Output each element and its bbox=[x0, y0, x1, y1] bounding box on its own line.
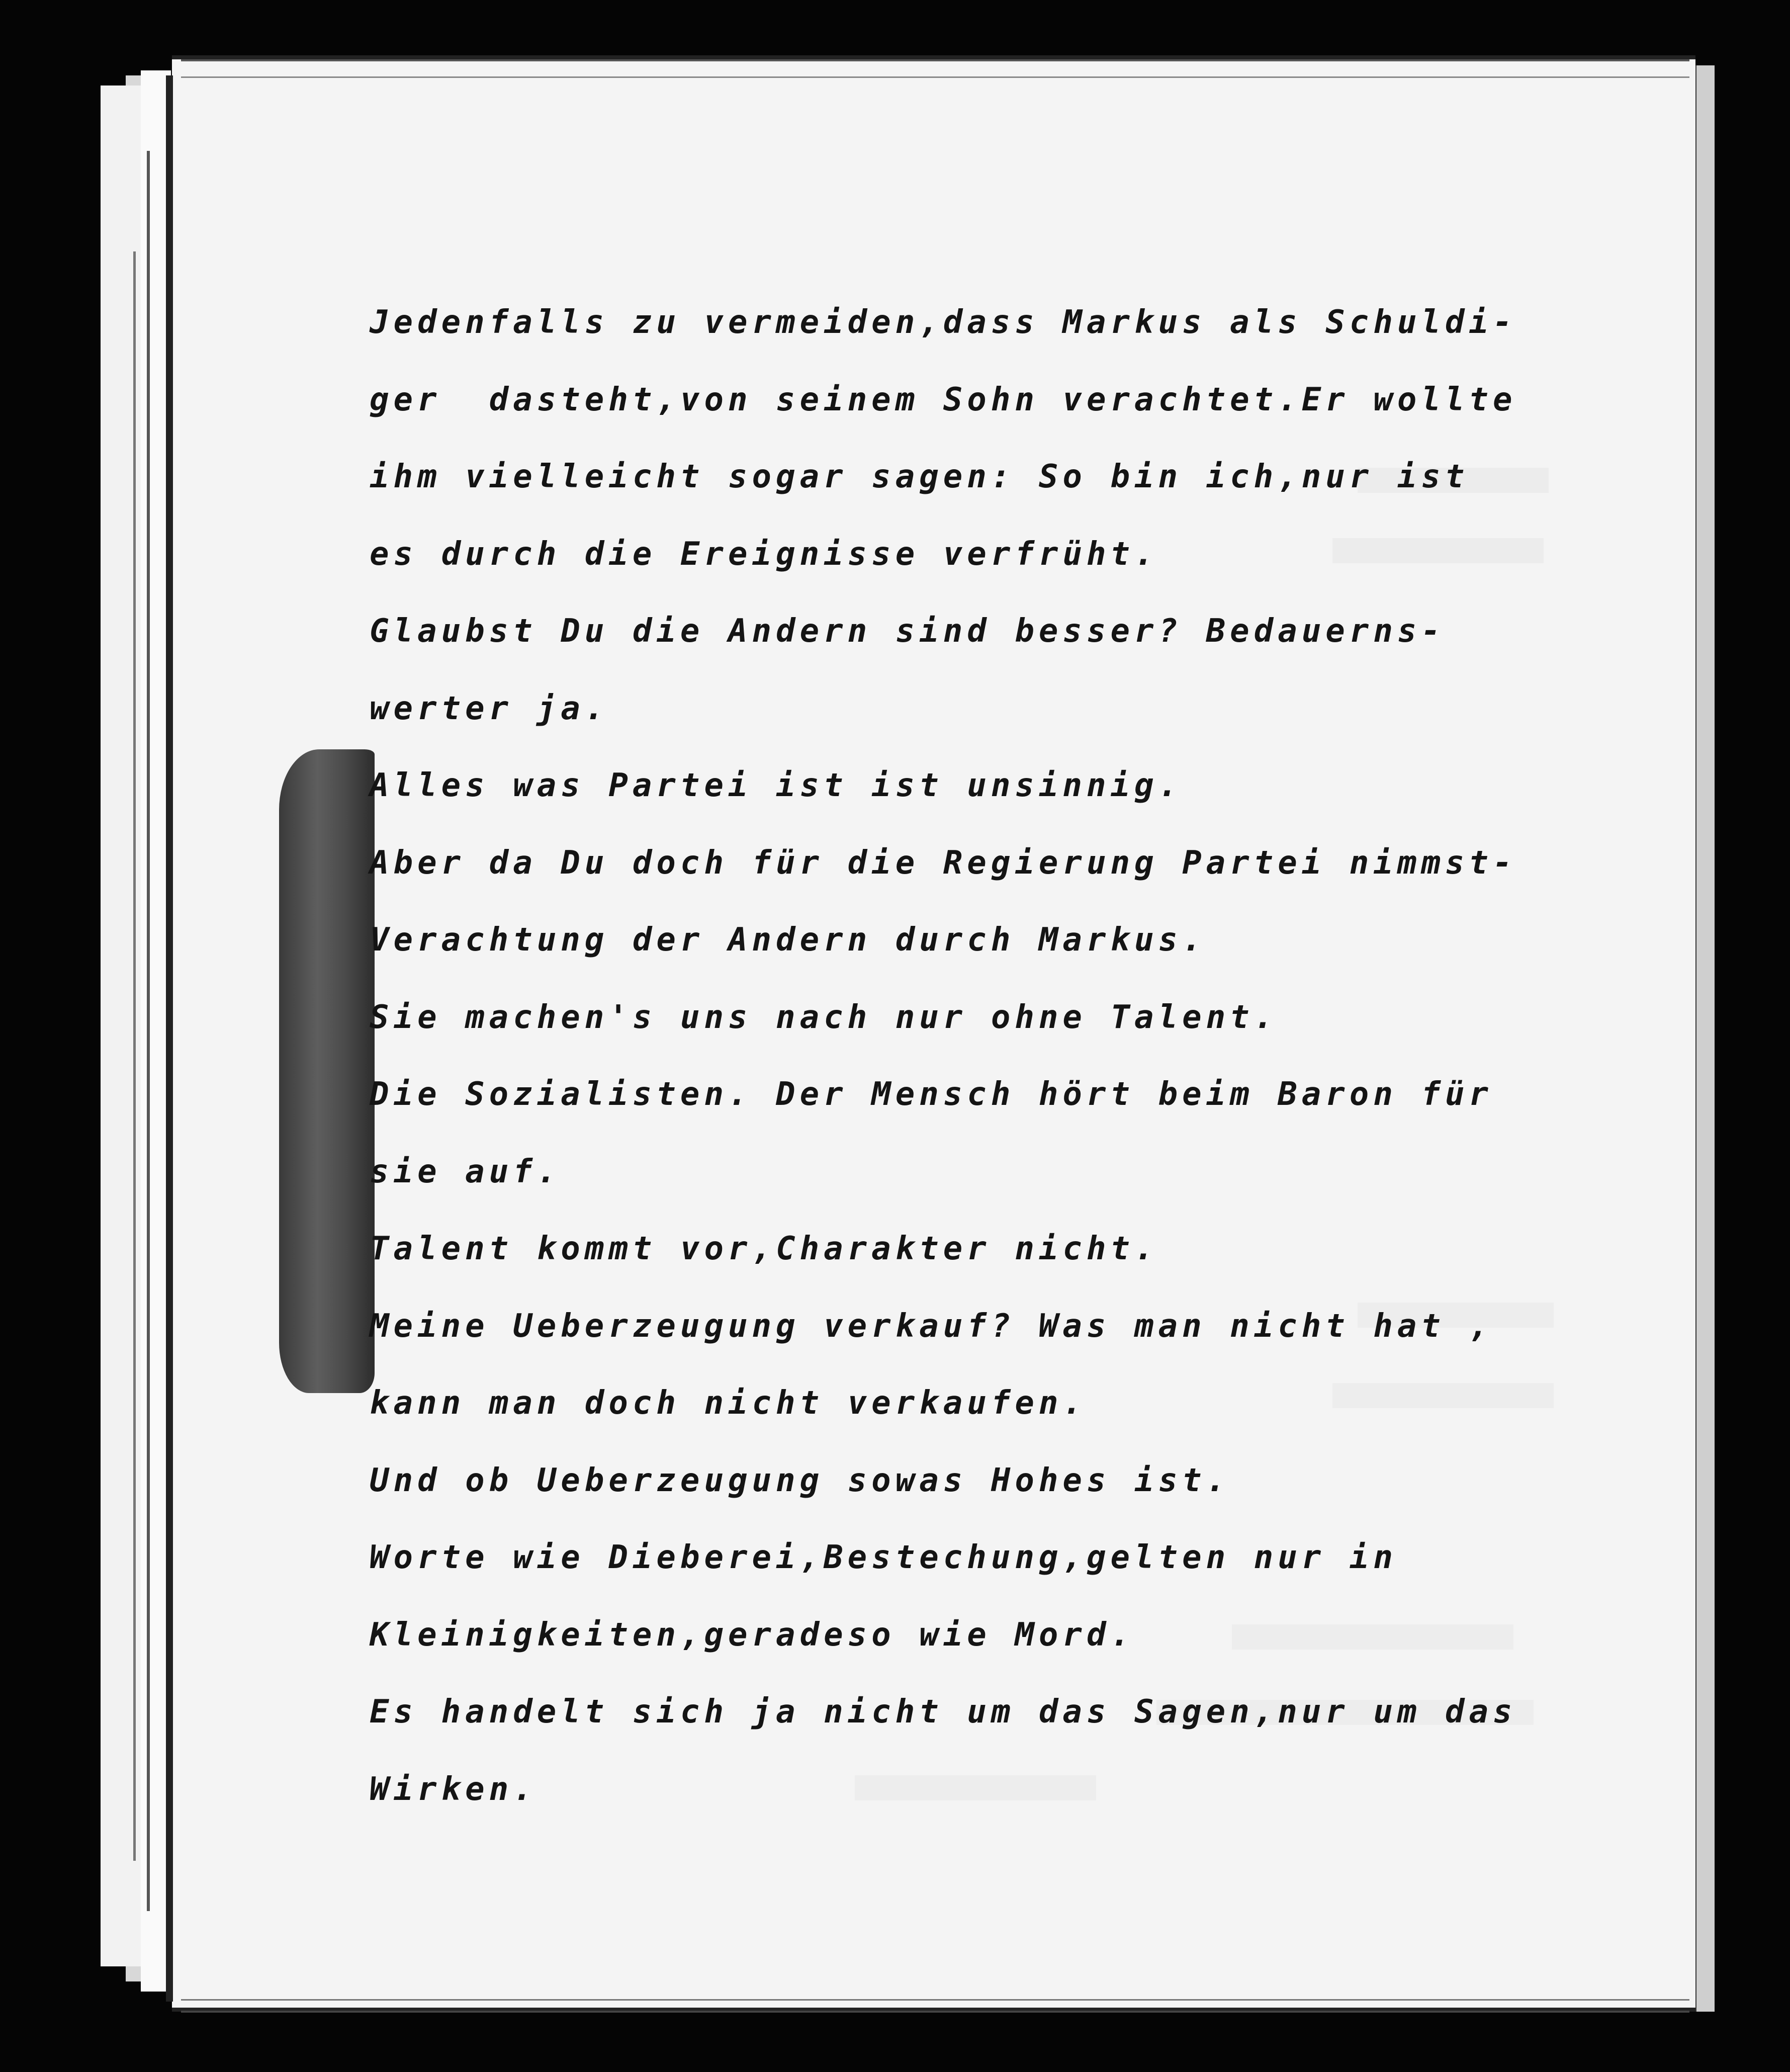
text-line: Sie machen's uns nach nur ohne Talent. bbox=[370, 998, 1278, 1036]
text-line: Aber da Du doch für die Regierung Partei nimmst- bbox=[370, 844, 1517, 882]
text-line: Und ob Ueberzeugung sowas Hohes ist. bbox=[370, 1461, 1230, 1499]
page-stack-line bbox=[133, 251, 136, 1861]
text-line: ger dasteht,von seinem Sohn verachtet.Er wollte bbox=[370, 381, 1517, 418]
text-line: Alles was Partei ist ist unsinnig. bbox=[370, 767, 1183, 804]
text-line: werter ja. bbox=[370, 689, 609, 727]
text-line: sie auf. bbox=[370, 1153, 561, 1190]
text-line: Talent kommt vor,Charakter nicht. bbox=[370, 1230, 1158, 1267]
torn-paper-patch bbox=[279, 749, 375, 1393]
text-line: kann man doch nicht verkaufen. bbox=[370, 1385, 1087, 1422]
text-line: Meine Ueberzeugung verkauf? Was man nicht hat , bbox=[370, 1307, 1493, 1345]
text-line: ihm vielleicht sogar sagen: So bin ich,nur ist bbox=[370, 458, 1469, 495]
page-bottom-edges bbox=[181, 1999, 1689, 2013]
text-line: es durch die Ereignisse verfrüht. bbox=[370, 535, 1158, 573]
page-spine bbox=[166, 75, 173, 2002]
page-stack-edge-right bbox=[1693, 65, 1715, 2012]
text-line: Glaubst Du die Andern sind besser? Bedauerns- bbox=[370, 613, 1445, 650]
text-line: Es handelt sich ja nicht um das Sagen,nur um das bbox=[370, 1693, 1517, 1731]
text-line: Jedenfalls zu vermeiden,dass Markus als Schuldi- bbox=[370, 304, 1517, 341]
text-line: Die Sozialisten. Der Mensch hört beim Baron für bbox=[370, 1076, 1493, 1113]
typewritten-text bbox=[370, 284, 1627, 1828]
text-line: Worte wie Dieberei,Bestechung,gelten nur in bbox=[370, 1539, 1397, 1576]
page-top-edges bbox=[181, 59, 1689, 78]
page-stack-line bbox=[147, 151, 150, 1911]
text-line: Wirken. bbox=[370, 1770, 537, 1808]
text-line: Kleinigkeiten,geradeso wie Mord. bbox=[370, 1616, 1134, 1654]
text-line: Verachtung der Andern durch Markus. bbox=[370, 921, 1206, 959]
